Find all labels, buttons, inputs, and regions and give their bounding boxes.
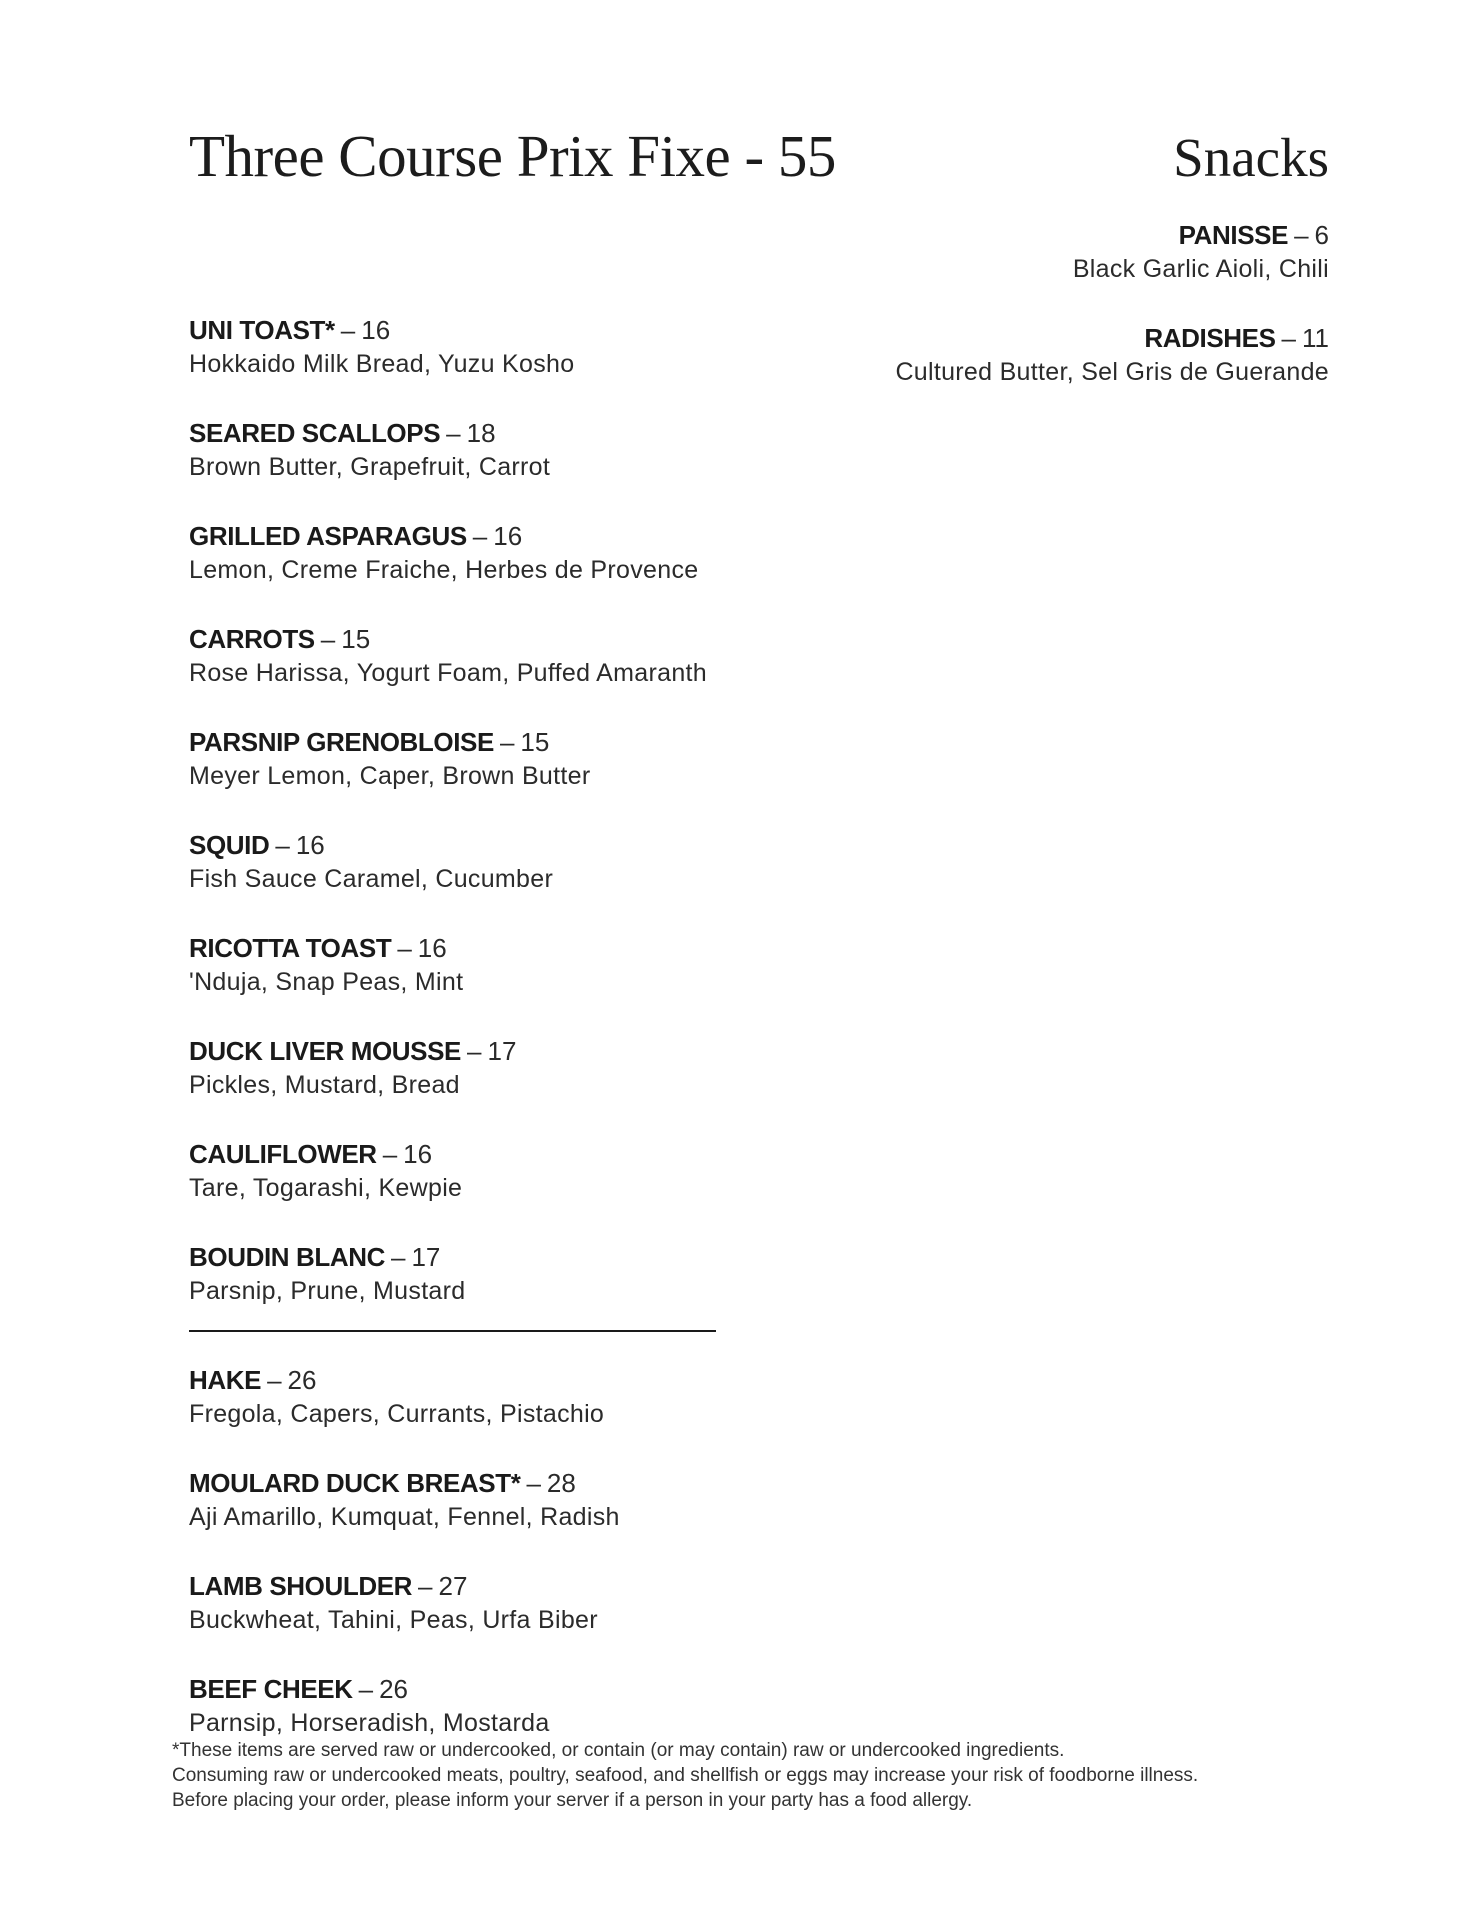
prix-fixe-title: Three Course Prix Fixe - 55 <box>189 123 836 189</box>
item-price: 16 <box>493 521 523 551</box>
item-name: PARSNIP GRENOBLOISE <box>189 727 494 757</box>
item-description: Brown Butter, Grapefruit, Carrot <box>189 453 551 481</box>
item-price: 16 <box>361 315 391 345</box>
menu-item <box>189 416 889 484</box>
menu-item <box>189 828 889 896</box>
item-description: Fish Sauce Caramel, Cucumber <box>189 865 554 893</box>
item-price: 17 <box>487 1036 517 1066</box>
item-price: 16 <box>417 933 447 963</box>
item-price: 28 <box>546 1468 576 1498</box>
price-separator: – <box>267 1365 282 1395</box>
price-separator: – <box>397 933 412 963</box>
second-group <box>189 1363 889 1740</box>
snack-description: Cultured Butter, Sel Gris de Guerande <box>895 358 1329 386</box>
item-description: Lemon, Creme Fraiche, Herbes de Provence <box>189 556 699 584</box>
item-name: CAULIFLOWER <box>189 1139 377 1169</box>
price-separator: – <box>275 830 290 860</box>
menu-item <box>189 725 889 793</box>
menu-item <box>189 931 889 999</box>
first-group <box>189 313 889 1308</box>
menu-item <box>189 1363 889 1431</box>
menu-item <box>189 1240 889 1308</box>
item-price: 26 <box>287 1365 317 1395</box>
menu-item <box>189 1569 889 1637</box>
section-divider <box>189 1330 716 1332</box>
item-description: Pickles, Mustard, Bread <box>189 1071 460 1099</box>
price-separator: – <box>418 1571 433 1601</box>
price-separator: – <box>320 624 336 654</box>
item-description: 'Nduja, Snap Peas, Mint <box>189 968 464 996</box>
item-name: DUCK LIVER MOUSSE <box>189 1036 462 1066</box>
snack-price: 6 <box>1314 220 1329 250</box>
item-description: Rose Harissa, Yogurt Foam, Puffed Amaranth <box>189 659 707 687</box>
item-price: 17 <box>411 1242 441 1272</box>
price-separator: – <box>358 1674 374 1704</box>
item-description: Fregola, Capers, Currants, Pistachio <box>189 1400 605 1428</box>
item-price: 18 <box>466 418 496 448</box>
disclaimer-line: Consuming raw or undercooked meats, poultry, seafood, and shellfish or eggs may increase your risk of foodborne illness. <box>172 1765 1199 1786</box>
item-description: Hokkaido Milk Bread, Yuzu Kosho <box>189 350 575 378</box>
price-separator: – <box>1294 220 1309 250</box>
price-separator: – <box>499 727 515 757</box>
item-name: GRILLED ASPARAGUS <box>189 521 467 551</box>
snack-price: 11 <box>1302 323 1329 353</box>
price-separator: – <box>446 418 461 448</box>
prix-fixe-menu <box>189 313 889 1775</box>
price-separator: – <box>526 1468 541 1498</box>
menu-item <box>189 1034 889 1102</box>
price-separator: – <box>340 315 356 345</box>
item-name: RICOTTA TOAST <box>189 933 392 963</box>
item-name: SQUID <box>189 830 270 860</box>
price-separator: – <box>472 521 488 551</box>
menu-item <box>189 313 889 381</box>
price-separator: – <box>382 1139 398 1169</box>
allergy-disclaimer <box>172 1738 1302 1813</box>
menu-item <box>189 1466 889 1534</box>
item-description: Meyer Lemon, Caper, Brown Butter <box>189 762 591 790</box>
price-separator: – <box>467 1036 482 1066</box>
item-description: Parnsip, Horseradish, Mostarda <box>189 1709 550 1737</box>
item-name: UNI TOAST* <box>189 315 335 345</box>
price-separator: – <box>1281 323 1296 353</box>
menu-item <box>189 622 889 690</box>
item-name: SEARED SCALLOPS <box>189 418 441 448</box>
item-name: MOULARD DUCK BREAST* <box>189 1468 521 1498</box>
item-price: 15 <box>341 624 371 654</box>
item-description: Tare, Togarashi, Kewpie <box>189 1174 463 1202</box>
item-description: Parsnip, Prune, Mustard <box>189 1277 466 1305</box>
item-description: Buckwheat, Tahini, Peas, Urfa Biber <box>189 1606 598 1634</box>
item-price: 26 <box>379 1674 408 1704</box>
disclaimer-line: Before placing your order, please inform your server if a person in your party has a food allergy. <box>172 1790 973 1811</box>
item-name: BOUDIN BLANC <box>189 1242 385 1272</box>
item-price: 16 <box>403 1139 433 1169</box>
disclaimer-line: *These items are served raw or undercooked, or contain (or may contain) raw or undercooked ingredients. <box>172 1740 1065 1761</box>
item-name: HAKE <box>189 1365 262 1395</box>
snack-description: Black Garlic Aioli, Chili <box>1072 255 1329 283</box>
snacks-title: Snacks <box>1173 127 1329 188</box>
snack-name: PANISSE <box>1178 220 1289 250</box>
item-price: 16 <box>295 830 325 860</box>
item-name: LAMB SHOULDER <box>189 1571 413 1601</box>
snack-name: RADISHES <box>1144 323 1276 353</box>
item-price: 15 <box>520 727 550 757</box>
menu-item <box>189 1672 889 1740</box>
item-price: 27 <box>438 1571 468 1601</box>
item-description: Aji Amarillo, Kumquat, Fennel, Radish <box>189 1503 620 1531</box>
price-separator: – <box>390 1242 406 1272</box>
item-name: CARROTS <box>189 624 315 654</box>
snack-item <box>769 218 1329 286</box>
menu-item <box>189 1137 889 1205</box>
menu-item <box>189 519 889 587</box>
item-name: BEEF CHEEK <box>189 1674 353 1704</box>
